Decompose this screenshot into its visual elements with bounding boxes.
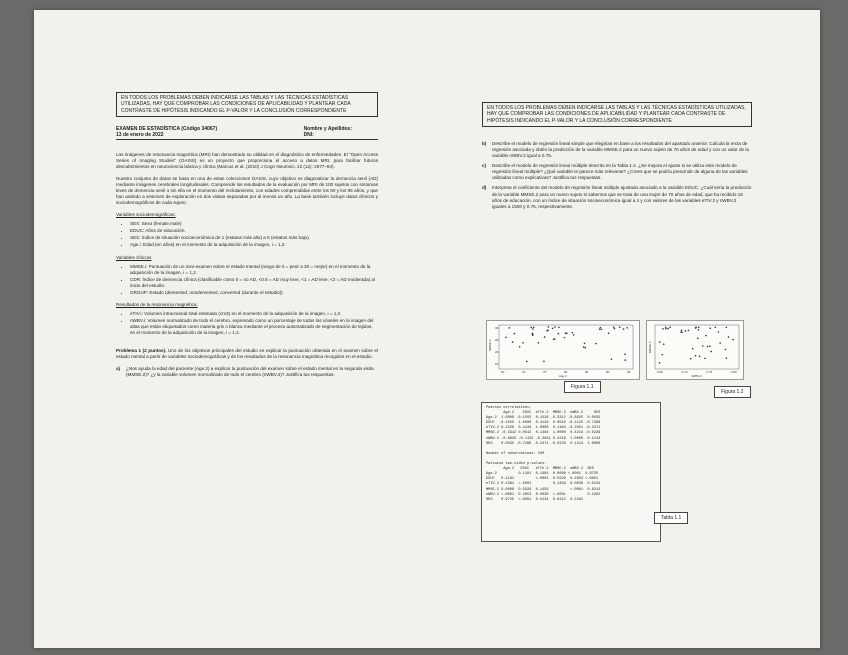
scatter-point	[690, 358, 692, 360]
plot-frame	[655, 325, 739, 369]
question-letter: a)	[116, 365, 121, 371]
scatter-point	[548, 326, 550, 328]
figure-1-1	[486, 320, 640, 380]
scatter-point	[623, 328, 625, 330]
variable-list	[116, 311, 378, 336]
section-title: Variables clínicas	[116, 254, 152, 260]
y-tick: 30	[495, 326, 499, 330]
scatter-point	[659, 341, 661, 343]
scatter-point	[530, 327, 532, 329]
x-tick: 75	[543, 370, 547, 374]
y-tick: 20	[495, 350, 499, 354]
scatter-point	[681, 330, 683, 332]
scatter-point	[558, 327, 560, 329]
scatter-point	[697, 338, 699, 340]
question-text: Describe el modelo de regresión lineal múltiple descrito en la Tabla 1.4. ¿Se mejora el ajuste si se utiliza este modelo de regresión lineal múltiple? ¿Qué variable te parece más relevante? ¿Crees que se podría prescindir de alguna de las variables utilizadas como explicativas? Justifica tus respuestas.	[492, 163, 748, 181]
scatter-point	[613, 326, 615, 328]
question-text: Interpreta el coeficiente del modelo de regresión lineal múltiple ajustado asociado a la variable EDUC. ¿Cuál sería la predicción de la variable MMSE.2 para un nuevo sujeto si sabemos que se trata de una mujer de 70 años de edad, que ha recibido 18 años de educación, con un índice de situación socioeconómica igual a 4 y con valores de las variables eTIV.2 y nWBV.2 iguales a 1500 y 0.75, respectivamente.	[492, 185, 752, 209]
question-letter: d)	[482, 185, 487, 191]
x-tick: 95	[627, 370, 631, 374]
problem-heading: Problema 1 (2 puntos).	[116, 347, 167, 353]
list-item: • CDR: Índice de demencia clínica (clasificable como 0 = no AD, <0.5 = AD muy leve, <1 = AD leve, <2 = AD moderada) al inicio del estudio.	[130, 277, 378, 289]
figure-1-2	[646, 320, 744, 380]
scatter-point	[726, 327, 728, 329]
scatter-point	[663, 343, 665, 345]
scatter-point	[732, 339, 734, 341]
x-tick: 85	[585, 370, 589, 374]
scatter-point	[553, 339, 555, 341]
scatter-point	[662, 354, 664, 356]
list-item: • MMSE.i: Puntuación de un mini-examen sobre el estado mental (rango de 0 = peor a 30 = mejor) en el momento de la adquisición de la imagen, i = 1,2.	[130, 264, 378, 276]
variable-list	[116, 221, 378, 248]
x-tick: 90	[606, 370, 610, 374]
y-tick: 15	[495, 362, 499, 366]
list-item: • Age.i: Edad (en años) en el momento de la adquisición de la imagen, i = 1,2.	[130, 242, 378, 248]
scatter-point	[624, 353, 626, 355]
scatter-point	[584, 343, 586, 345]
scatter-point	[514, 333, 516, 335]
exam-date: 13 de enero de 2022	[116, 132, 164, 139]
scatter-point	[538, 342, 540, 344]
x-tick: 80	[564, 370, 568, 374]
figure-1-2-label: Figura 1.2	[714, 386, 751, 398]
scatter-points	[659, 326, 734, 363]
scatter-point	[565, 332, 567, 334]
scatter-point	[667, 328, 669, 330]
scatter-point	[718, 331, 720, 333]
problem-statement	[116, 348, 378, 360]
scatter-age-mmse	[487, 321, 639, 379]
x-axis-label: Age.2	[559, 374, 567, 378]
correlation-printout: Pearson correlations: Age.2 EDUC eTIV.2 MMSE.2 nWBV.2 SES Age.2 1.0000 -0.1555 0.1526 -0.3312 -0.6825 0.0035 EDUC -0.1555 1.0000 0.4129 0.0542 -0.1125 -0.7268 eTIV.2 0.1526 0.4129 1.0000 0.1464 -0.2951 -0.2471 MMSE.2 -0.3312 0.0542 0.1464 1.0000 0.4219 -0.0229 nWBV.2 -0.6825 -0.1125 -0.2951 0.4219 1.0000 0.1213 SES 0.0035 -0.7268 -0.2471 -0.0229 0.1213 1.0000 Number of observations: 100 Pairwise two-sided p-values: Age.2 EDUC eTIV.2 MMSE.2 nWBV.2 SES Age.2 0.1181 0.1381 0.0008 <.0001 0.9725 EDUC 0.1181 <.0001 0.5929 0.2653 <.0001 eTIV.2 0.1381 <.0001 0.1459 0.0030 0.0134 MMSE.2 0.0008 0.5929 0.1459 <.0001 0.8212 nWBV.2 <.0001 0.2653 0.0030 <.0001 0.2292 SES 0.9725 <.0001 0.0134 0.8212 0.2292	[481, 402, 661, 542]
scatter-point	[728, 336, 730, 338]
scatter-point	[611, 358, 613, 360]
scatter-point	[692, 348, 694, 350]
scatter-point	[572, 332, 574, 334]
scatter-point	[583, 346, 585, 348]
warning-box: EN TODOS LOS PROBLEMAS DEBEN INDICARSE LAS TABLAS Y LAS TÉCNICAS ESTADÍSTICAS UTILIZADAS, HAY QUE COMPROBAR LAS CONDICIONES DE APLICABILIDAD Y PLANTEAR CADA CONTRASTE DE HIPÓTESIS INDICANDO EL P-VALOR Y LA CONCLUSIÓN CORRESPONDIENTE	[116, 92, 378, 117]
scatter-point	[526, 361, 528, 363]
scatter-point	[573, 334, 575, 336]
scatter-point	[512, 341, 514, 343]
scatter-point	[608, 332, 610, 334]
list-item: • GROUP: Estado (demented, nondemented, converted (durante el estudio))	[130, 290, 378, 296]
scatter-point	[699, 356, 701, 358]
x-tick: 60	[501, 370, 505, 374]
scatter-point	[544, 336, 546, 338]
variable-list	[116, 264, 378, 296]
list-item: • SEX: Sexo (female,male)	[130, 221, 378, 227]
scatter-point	[665, 328, 667, 330]
question-letter: b)	[482, 140, 487, 146]
scatter-point	[702, 345, 704, 347]
scatter-point	[564, 337, 566, 339]
scatter-point	[558, 333, 560, 335]
scatter-point	[707, 346, 709, 348]
scatter-point	[601, 329, 603, 331]
question-list	[482, 141, 752, 210]
scatter-point	[695, 355, 697, 357]
exam-header	[116, 126, 378, 140]
scatter-point	[624, 359, 626, 361]
question-list	[116, 366, 378, 378]
scatter-points	[505, 326, 628, 362]
scatter-point	[595, 343, 597, 345]
scatter-point	[726, 357, 728, 359]
scatter-point	[710, 351, 712, 353]
x-tick: 0.65	[657, 370, 663, 374]
scatter-point	[599, 328, 601, 330]
scatter-point	[719, 342, 721, 344]
name-label: Nombre y Apellidos:	[303, 125, 352, 132]
scatter-point	[614, 328, 616, 330]
scatter-point	[662, 328, 664, 330]
scatter-point	[532, 328, 534, 330]
scatter-point	[695, 327, 697, 329]
dni-label: DNI:	[303, 132, 314, 139]
list-item: • SES: Índice de situación socioeconómica de 1 (estatus más alto) a 5 (estatus más bajo).	[130, 235, 378, 241]
y-axis-label: MMSE.2	[488, 339, 492, 351]
scatter-point	[619, 326, 621, 328]
scatter-point	[554, 326, 556, 328]
list-item: • nWBV.i: Volumen normalizado de todo el cerebro, expresado como un porcentaje de todos los vóxeles en la imagen del atlas que están etiquetados como materia gris o blanca mediante el proceso automatizado de segmentación de tejidos, en el momento de la adquisición de la imagen, i = 1,2.	[130, 318, 378, 336]
scatter-point	[533, 327, 535, 329]
scatter-point	[709, 345, 711, 347]
question-text: ¿Nos ayuda la edad del paciente (Age.2) a explicar la puntuación del examen sobre el estado mental en la segunda visita (MMSE.2)? ¿y la variable volumen normalizado de todo el cerebro (nWBV.2)? Justifica tus respuestas.	[126, 365, 374, 377]
scatter-point	[714, 326, 716, 328]
scatter-point	[522, 342, 524, 344]
right-page	[482, 102, 752, 214]
question-text: Describe el modelo de regresión lineal simple que elegirías en base a los resultados del apartado anterior. Calcula la recta de regresión asociada y obtén la predicción de la variable MMSE.2 para un nuevo sujeto de 70 años de edad y con un valor de la variable nWBV.2 igual a 0.75.	[492, 140, 749, 159]
scatter-point	[505, 337, 507, 339]
scatter-point	[519, 346, 521, 348]
table-1-1-label: Tabla 1.1	[654, 512, 688, 524]
intro-paragraph: Nuestro conjunto de datos se basa en una de estas colecciones OASIS, cuyo objetivo es diagnosticar la demencia senil (AD) mediante imágenes cerebrales longitudinales. Comprende los resultados de la evaluación por MRI de 100 sujetos con síntomas leves de demencia senil o sin ella en el momento del reclutamiento, con edades comprendidas entre los 60 y los 95 años, y que han asistido a sesiones de exploración en dos visitas separadas por al menos un año. La base también incluye datos clínicos y sociodemográficos de cada sujeto:	[116, 175, 378, 205]
scatter-point	[552, 327, 554, 329]
scatter-point	[509, 327, 511, 329]
scatter-point	[600, 327, 602, 329]
scatter-point	[584, 347, 586, 349]
scatter-point	[547, 329, 549, 331]
scatter-point	[659, 362, 661, 364]
x-axis-label: nWBV.2	[691, 374, 702, 378]
scatter-point	[688, 330, 690, 332]
y-tick: 25	[495, 338, 499, 342]
scatter-point	[698, 326, 700, 328]
scatter-point	[626, 327, 628, 329]
scatter-nwbv-mmse	[647, 321, 743, 379]
figure-1-1-label: Figura 1.1	[564, 381, 601, 393]
y-axis-label: MMSE.2	[648, 341, 652, 353]
question-item	[482, 141, 752, 159]
scatter-point	[705, 335, 707, 337]
list-item: • eTIV.i: Volumen intracraneal total estimado (cm3) en el momento de la adquisición de la imagen, i = 1,2.	[130, 311, 378, 317]
section-title: Variables sociodemográficas:	[116, 212, 176, 218]
question-item	[482, 185, 752, 209]
scatter-point	[669, 326, 671, 328]
x-tick: 70	[522, 370, 526, 374]
scatter-point	[532, 333, 534, 335]
intro-paragraph: Las imágenes de resonancia magnética (MRI) han demostrado su utilidad en el diagnóstico de enfermedades. El "Open Access Series of Imaging Studies" (OASIS) es un proyecto que proporciona el acceso a datos MRI, para facilitar futuros descubrimientos en neurociencia básica y clínica (Marcus et al. (2010) J Cogn Neurosci, 22 (12): 2677–84).	[116, 152, 378, 170]
exam-sheet	[34, 10, 820, 648]
scatter-point	[709, 327, 711, 329]
list-item: • EDUC: Años de educación.	[130, 228, 378, 234]
x-tick: 0.80	[731, 370, 737, 374]
x-tick: 0.70	[681, 370, 688, 374]
scatter-point	[685, 330, 687, 332]
problem-text: Uno de los objetivos principales del estudio es explicar la puntuación obtenida en el examen sobre el estado mental a partir de variables sociodemográficas y de los resultados de la resonancia magnética recogidos en el estudio.	[116, 347, 378, 359]
section-title: Resultados de la resonancia magnética:	[116, 302, 198, 308]
scatter-point	[698, 329, 700, 331]
scatter-point	[704, 358, 706, 360]
x-tick: 0.75	[706, 370, 713, 374]
warning-box: EN TODOS LOS PROBLEMAS DEBEN INDICARSE LAS TABLAS Y LAS TÉCNICAS ESTADÍSTICAS UTILIZADAS, HAY QUE COMPROBAR LAS CONDICIONES DE APLICABILIDAD Y PLANTEAR CADA CONTRASTE DE HIPÓTESIS INDICANDO EL P-VALOR Y LA CONCLUSIÓN CORRESPONDIENTE	[482, 102, 752, 127]
scatter-point	[543, 361, 545, 363]
question-letter: c)	[482, 163, 487, 169]
scatter-point	[680, 331, 682, 333]
scatter-point	[725, 349, 727, 351]
question-item	[482, 163, 752, 181]
exam-title: EXAMEN DE ESTADÍSTICA (Código 34067)	[116, 125, 218, 132]
left-page	[116, 92, 378, 382]
question-item	[116, 366, 378, 378]
